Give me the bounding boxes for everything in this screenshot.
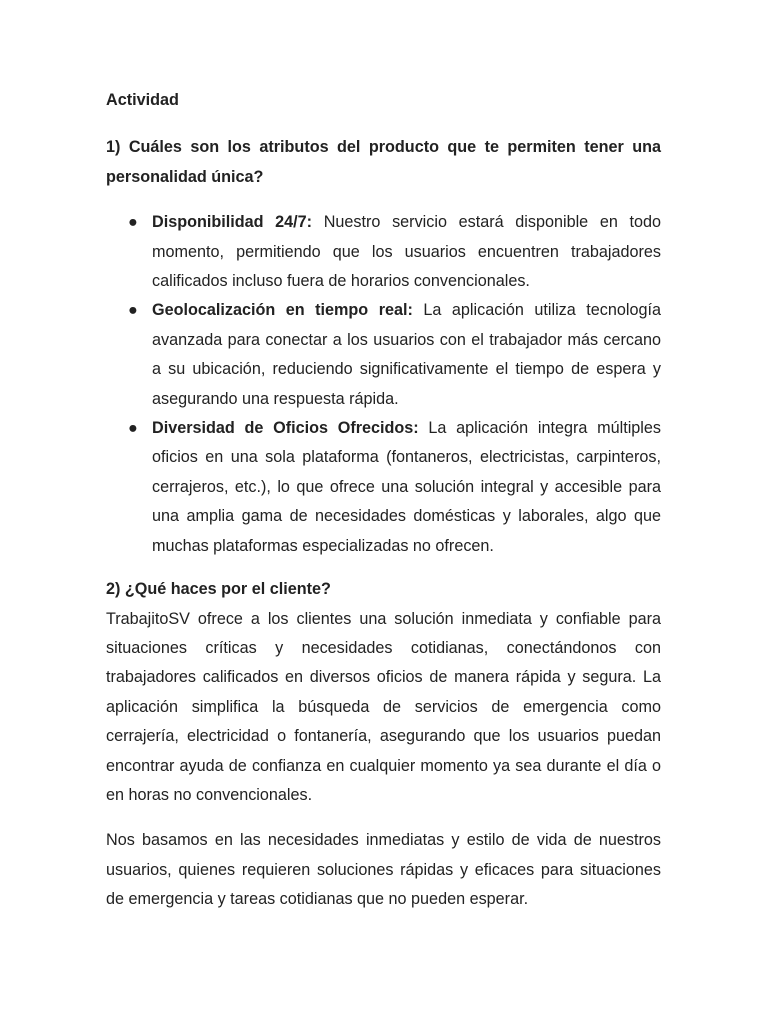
attribute-text: Nuestro servicio estará disponible en todo momento, permitiendo que los usuarios encuentren trabajadores calificados incluso fuera de horarios convencionales.	[152, 213, 662, 291]
attribute-text: La aplicación integra múltiples oficios en una sola plataforma (fontaneros, electricistas, carpinteros, cerrajeros, etc.), lo que ofrece una solución integral y accesible para una amplia gama de necesidades domésticas y laborales, algo que muchas plataformas especializadas no ofrecen.	[152, 419, 661, 555]
list-item	[106, 296, 661, 414]
body-paragraph: TrabajitoSV ofrece a los clientes una solución inmediata y confiable para situaciones críticas y necesidades cotidianas, conectándonos con trabajadores calificados en diversos oficios de manera rápida y segura. La aplicación simplifica la búsqueda de servicios de emergencia como cerrajería, electricidad o fontanería, asegurando que los usuarios puedan encontrar ayuda de confianza en cualquier momento ya sea durante el día o en horas no convencionales.	[106, 609, 661, 804]
attribute-term: Disponibilidad 24/7:	[152, 213, 313, 232]
bullet-icon: ●	[128, 301, 138, 320]
list-item	[106, 208, 661, 296]
attributes-list	[106, 208, 661, 561]
attribute-term: Geolocalización en tiempo real:	[152, 301, 413, 320]
question-2-heading: 2) ¿Qué haces por el cliente?	[106, 580, 331, 599]
question-1-heading: 1) Cuáles son los atributos del producto que te permiten tener una personalidad única?	[106, 138, 661, 186]
document-page	[106, 86, 661, 915]
body-paragraph: Nos basamos en las necesidades inmediatas y estilo de vida de nuestros usuarios, quienes requieren soluciones rápidas y eficaces para situaciones de emergencia y tareas cotidianas que no pueden esperar.	[106, 831, 661, 909]
attribute-text: La aplicación utiliza tecnología avanzada para conectar a los usuarios con el trabajador más cercano a su ubicación, reduciendo significativamente el tiempo de espera y asegurando una respuesta rápida.	[152, 301, 661, 408]
list-item	[106, 414, 661, 561]
bullet-icon: ●	[128, 419, 138, 438]
attribute-term: Diversidad de Oficios Ofrecidos:	[152, 419, 419, 438]
document-title: Actividad	[106, 91, 179, 109]
bullet-icon: ●	[128, 213, 138, 232]
